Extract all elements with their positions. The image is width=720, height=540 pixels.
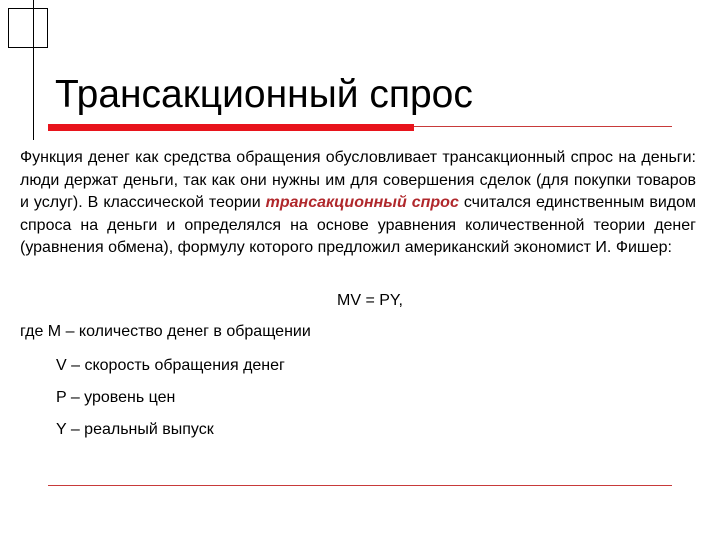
title-accent-bar bbox=[48, 124, 414, 131]
decorative-vertical-line bbox=[33, 0, 34, 140]
equation-of-exchange: MV = PY, bbox=[337, 292, 403, 309]
definition-v: V – скорость обращения денег bbox=[56, 357, 285, 374]
footer-rule bbox=[48, 485, 672, 486]
definition-y: Y – реальный выпуск bbox=[56, 421, 214, 438]
definition-p: P – уровень цен bbox=[56, 389, 176, 406]
title-underline-rule bbox=[414, 126, 672, 127]
paragraph-text-after: считался единственным видом спроса на деньги и определялся на основе уравнения количественной теории денег (уравнения обмена), формулу которого предложил американский экономист И. Фишер: bbox=[20, 194, 697, 256]
decorative-square bbox=[8, 8, 48, 48]
definition-m: где M – количество денег в обращении bbox=[20, 323, 311, 340]
paragraph-text-before: Функция денег как средства обращения обусловливает трансакционный спрос на деньги: люди держат деньги, так как они нужны им для совершения сделок (для покупки товаров и услуг). В классической теории bbox=[20, 149, 696, 211]
slide-title: Трансакционный спрос bbox=[55, 73, 473, 116]
highlighted-term: трансакционный спрос bbox=[265, 194, 459, 211]
body-paragraph bbox=[20, 147, 696, 260]
